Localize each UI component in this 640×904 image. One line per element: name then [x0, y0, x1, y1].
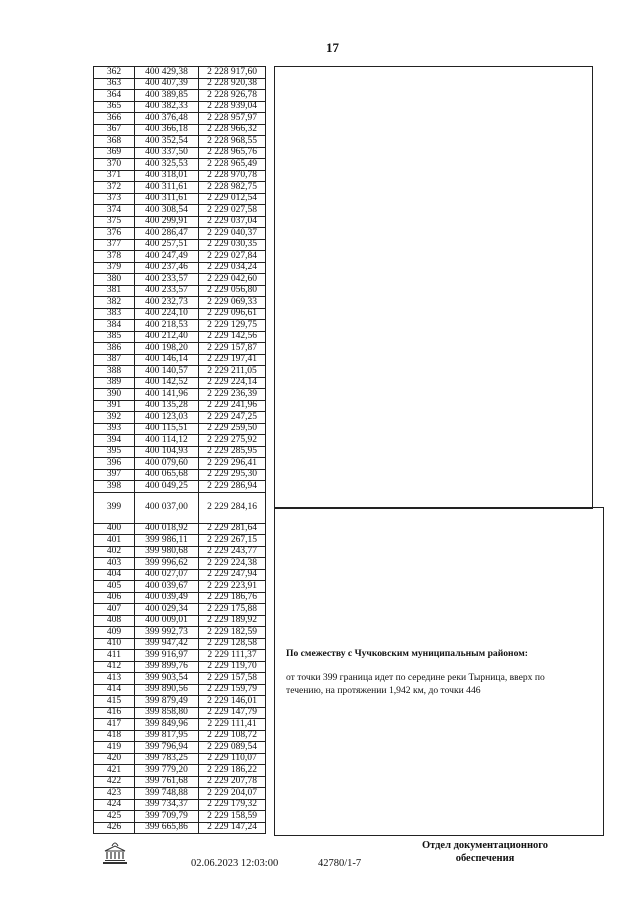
- x-coordinate: 400 065,68: [135, 469, 199, 481]
- x-coordinate: 399 779,20: [135, 765, 199, 777]
- point-number: 393: [94, 423, 135, 435]
- y-coordinate: 2 229 241,96: [199, 400, 266, 412]
- y-coordinate: 2 229 296,41: [199, 458, 266, 470]
- y-coordinate: 2 229 204,07: [199, 788, 266, 800]
- table-row: [94, 730, 266, 742]
- table-row: [94, 753, 266, 765]
- x-coordinate: 399 748,88: [135, 788, 199, 800]
- point-number: 417: [94, 719, 135, 731]
- point-number: 380: [94, 274, 135, 286]
- table-row: [94, 343, 266, 355]
- y-coordinate: 2 229 189,92: [199, 615, 266, 627]
- point-number: 371: [94, 170, 135, 182]
- table-row: [94, 205, 266, 217]
- x-coordinate: 399 734,37: [135, 799, 199, 811]
- point-number: 375: [94, 216, 135, 228]
- y-coordinate: 2 229 157,58: [199, 673, 266, 685]
- x-coordinate: 400 232,73: [135, 297, 199, 309]
- y-coordinate: 2 229 111,41: [199, 719, 266, 731]
- point-number: 388: [94, 366, 135, 378]
- y-coordinate: 2 229 284,16: [199, 492, 266, 523]
- table-row: [94, 423, 266, 435]
- point-number: 368: [94, 136, 135, 148]
- point-number: 391: [94, 400, 135, 412]
- y-coordinate: 2 228 982,75: [199, 182, 266, 194]
- y-coordinate: 2 229 147,79: [199, 707, 266, 719]
- y-coordinate: 2 229 275,92: [199, 435, 266, 447]
- y-coordinate: 2 229 147,24: [199, 822, 266, 834]
- table-row: [94, 615, 266, 627]
- y-coordinate: 2 229 179,32: [199, 799, 266, 811]
- stamp-line-2: обеспечения: [455, 853, 515, 864]
- table-row: [94, 650, 266, 662]
- table-row: [94, 535, 266, 547]
- x-coordinate: 400 311,61: [135, 182, 199, 194]
- x-coordinate: 400 308,54: [135, 205, 199, 217]
- y-coordinate: 2 229 042,60: [199, 274, 266, 286]
- x-coordinate: 400 115,51: [135, 423, 199, 435]
- x-coordinate: 399 916,97: [135, 650, 199, 662]
- stamp-line-1: Отдел документационного: [421, 840, 549, 851]
- department-stamp: [410, 839, 560, 865]
- x-coordinate: 400 311,61: [135, 193, 199, 205]
- table-row: [94, 147, 266, 159]
- x-coordinate: 399 796,94: [135, 742, 199, 754]
- x-coordinate: 400 247,49: [135, 251, 199, 263]
- point-number: 382: [94, 297, 135, 309]
- table-row: [94, 592, 266, 604]
- x-coordinate: 400 407,39: [135, 78, 199, 90]
- table-row: [94, 159, 266, 171]
- x-coordinate: 400 286,47: [135, 228, 199, 240]
- y-coordinate: 2 229 040,37: [199, 228, 266, 240]
- table-row: [94, 216, 266, 228]
- x-coordinate: 400 429,38: [135, 67, 199, 79]
- footer-datetime: 02.06.2023 12:03:00: [191, 858, 279, 869]
- point-number: 403: [94, 558, 135, 570]
- table-row: [94, 546, 266, 558]
- x-coordinate: 400 146,14: [135, 354, 199, 366]
- point-number: 369: [94, 147, 135, 159]
- table-row: [94, 581, 266, 593]
- y-coordinate: 2 229 207,78: [199, 776, 266, 788]
- x-coordinate: 400 079,60: [135, 458, 199, 470]
- x-coordinate: 400 218,53: [135, 320, 199, 332]
- x-coordinate: 400 389,85: [135, 90, 199, 102]
- table-row: [94, 481, 266, 493]
- x-coordinate: 400 376,48: [135, 113, 199, 125]
- table-row: [94, 113, 266, 125]
- y-coordinate: 2 229 281,64: [199, 523, 266, 535]
- y-coordinate: 2 229 247,25: [199, 412, 266, 424]
- point-number: 398: [94, 481, 135, 493]
- table-row: [94, 788, 266, 800]
- description-cell-top: [274, 66, 593, 509]
- y-coordinate: 2 228 965,49: [199, 159, 266, 171]
- point-number: 395: [94, 446, 135, 458]
- y-coordinate: 2 228 939,04: [199, 101, 266, 113]
- point-number: 425: [94, 811, 135, 823]
- point-number: 424: [94, 799, 135, 811]
- point-number: 394: [94, 435, 135, 447]
- y-coordinate: 2 228 966,32: [199, 124, 266, 136]
- x-coordinate: 400 049,25: [135, 481, 199, 493]
- point-number: 383: [94, 308, 135, 320]
- y-coordinate: 2 229 186,22: [199, 765, 266, 777]
- point-number: 420: [94, 753, 135, 765]
- point-number: 415: [94, 696, 135, 708]
- table-row: [94, 274, 266, 286]
- point-number: 411: [94, 650, 135, 662]
- y-coordinate: 2 229 027,58: [199, 205, 266, 217]
- table-row: [94, 239, 266, 251]
- x-coordinate: 399 947,42: [135, 638, 199, 650]
- x-coordinate: 400 212,40: [135, 331, 199, 343]
- point-number: 405: [94, 581, 135, 593]
- y-coordinate: 2 229 146,01: [199, 696, 266, 708]
- x-coordinate: 399 992,73: [135, 627, 199, 639]
- table-row: [94, 320, 266, 332]
- y-coordinate: 2 228 970,78: [199, 170, 266, 182]
- y-coordinate: 2 229 037,04: [199, 216, 266, 228]
- x-coordinate: 399 849,96: [135, 719, 199, 731]
- point-number: 406: [94, 592, 135, 604]
- table-row: [94, 389, 266, 401]
- y-coordinate: 2 229 286,94: [199, 481, 266, 493]
- y-coordinate: 2 229 182,59: [199, 627, 266, 639]
- x-coordinate: 400 352,54: [135, 136, 199, 148]
- table-row: [94, 78, 266, 90]
- point-number: 397: [94, 469, 135, 481]
- y-coordinate: 2 229 110,07: [199, 753, 266, 765]
- y-coordinate: 2 229 111,37: [199, 650, 266, 662]
- y-coordinate: 2 228 957,97: [199, 113, 266, 125]
- point-number: 412: [94, 661, 135, 673]
- y-coordinate: 2 229 027,84: [199, 251, 266, 263]
- x-coordinate: 400 325,53: [135, 159, 199, 171]
- table-row: [94, 435, 266, 447]
- table-row: [94, 193, 266, 205]
- table-row: [94, 251, 266, 263]
- y-coordinate: 2 229 128,58: [199, 638, 266, 650]
- footer-document-id: 42780/1-7: [318, 858, 362, 869]
- point-number: 409: [94, 627, 135, 639]
- point-number: 370: [94, 159, 135, 171]
- y-coordinate: 2 229 186,76: [199, 592, 266, 604]
- table-row: [94, 458, 266, 470]
- point-number: 389: [94, 377, 135, 389]
- point-number: 386: [94, 343, 135, 355]
- y-coordinate: 2 229 224,38: [199, 558, 266, 570]
- x-coordinate: 399 858,80: [135, 707, 199, 719]
- table-row: [94, 297, 266, 309]
- x-coordinate: 400 382,33: [135, 101, 199, 113]
- table-row: [94, 696, 266, 708]
- point-number: 416: [94, 707, 135, 719]
- point-number: 392: [94, 412, 135, 424]
- y-coordinate: 2 229 012,54: [199, 193, 266, 205]
- table-row: [94, 822, 266, 834]
- y-coordinate: 2 229 197,41: [199, 354, 266, 366]
- table-row: [94, 469, 266, 481]
- y-coordinate: 2 229 211,05: [199, 366, 266, 378]
- table-row: [94, 308, 266, 320]
- point-number: 367: [94, 124, 135, 136]
- x-coordinate: 400 198,20: [135, 343, 199, 355]
- table-row: [94, 124, 266, 136]
- y-coordinate: 2 229 089,54: [199, 742, 266, 754]
- table-row: [94, 569, 266, 581]
- y-coordinate: 2 229 243,77: [199, 546, 266, 558]
- x-coordinate: 399 879,49: [135, 696, 199, 708]
- x-coordinate: 400 104,93: [135, 446, 199, 458]
- table-row: [94, 776, 266, 788]
- table-row: [94, 523, 266, 535]
- x-coordinate: 400 233,57: [135, 285, 199, 297]
- table-row: [94, 799, 266, 811]
- y-coordinate: 2 228 920,38: [199, 78, 266, 90]
- table-row: [94, 627, 266, 639]
- y-coordinate: 2 229 267,15: [199, 535, 266, 547]
- point-number: 407: [94, 604, 135, 616]
- x-coordinate: 400 233,57: [135, 274, 199, 286]
- x-coordinate: 399 665,86: [135, 822, 199, 834]
- x-coordinate: 400 027,07: [135, 569, 199, 581]
- y-coordinate: 2 229 030,35: [199, 239, 266, 251]
- point-number: 421: [94, 765, 135, 777]
- y-coordinate: 2 229 096,61: [199, 308, 266, 320]
- y-coordinate: 2 228 926,78: [199, 90, 266, 102]
- point-number: 365: [94, 101, 135, 113]
- y-coordinate: 2 229 069,33: [199, 297, 266, 309]
- table-row: [94, 604, 266, 616]
- point-number: 385: [94, 331, 135, 343]
- point-number: 419: [94, 742, 135, 754]
- y-coordinate: 2 229 056,80: [199, 285, 266, 297]
- x-coordinate: 399 899,76: [135, 661, 199, 673]
- point-number: 413: [94, 673, 135, 685]
- y-coordinate: 2 229 285,95: [199, 446, 266, 458]
- table-row: [94, 101, 266, 113]
- point-number: 390: [94, 389, 135, 401]
- table-row: [94, 182, 266, 194]
- y-coordinate: 2 229 129,75: [199, 320, 266, 332]
- x-coordinate: 400 029,34: [135, 604, 199, 616]
- point-number: 381: [94, 285, 135, 297]
- point-number: 374: [94, 205, 135, 217]
- point-number: 363: [94, 78, 135, 90]
- point-number: 372: [94, 182, 135, 194]
- point-number: 423: [94, 788, 135, 800]
- x-coordinate: 399 986,11: [135, 535, 199, 547]
- x-coordinate: 400 141,96: [135, 389, 199, 401]
- table-row: [94, 412, 266, 424]
- table-row: [94, 684, 266, 696]
- y-coordinate: 2 228 965,76: [199, 147, 266, 159]
- x-coordinate: 399 709,79: [135, 811, 199, 823]
- table-row: [94, 366, 266, 378]
- x-coordinate: 400 224,10: [135, 308, 199, 320]
- table-row: [94, 354, 266, 366]
- table-row: [94, 228, 266, 240]
- y-coordinate: 2 229 175,88: [199, 604, 266, 616]
- table-row: [94, 262, 266, 274]
- point-number: 399: [94, 492, 135, 523]
- point-number: 410: [94, 638, 135, 650]
- point-number: 408: [94, 615, 135, 627]
- x-coordinate: 399 761,68: [135, 776, 199, 788]
- y-coordinate: 2 229 259,50: [199, 423, 266, 435]
- point-number: 373: [94, 193, 135, 205]
- coordinates-table: [93, 66, 266, 834]
- y-coordinate: 2 228 917,60: [199, 67, 266, 79]
- table-row: [94, 638, 266, 650]
- point-number: 378: [94, 251, 135, 263]
- boundary-description: от точки 399 граница идет по середине реки Тырница, вверх по течению, на протяжении 1,942 км, до точки 446: [286, 672, 545, 696]
- point-number: 396: [94, 458, 135, 470]
- point-number: 418: [94, 730, 135, 742]
- y-coordinate: 2 229 157,87: [199, 343, 266, 355]
- x-coordinate: 400 140,57: [135, 366, 199, 378]
- table-row: [94, 719, 266, 731]
- point-number: 422: [94, 776, 135, 788]
- point-number: 387: [94, 354, 135, 366]
- table-row: [94, 90, 266, 102]
- table-row: [94, 492, 266, 523]
- x-coordinate: 400 257,51: [135, 239, 199, 251]
- point-number: 366: [94, 113, 135, 125]
- table-row: [94, 446, 266, 458]
- y-coordinate: 2 229 224,14: [199, 377, 266, 389]
- table-row: [94, 673, 266, 685]
- table-row: [94, 170, 266, 182]
- point-number: 404: [94, 569, 135, 581]
- x-coordinate: 400 039,67: [135, 581, 199, 593]
- section-heading: По смежеству с Чучковским муниципальным районом:: [286, 648, 528, 659]
- x-coordinate: 400 237,46: [135, 262, 199, 274]
- point-number: 362: [94, 67, 135, 79]
- x-coordinate: 400 018,92: [135, 523, 199, 535]
- y-coordinate: 2 229 236,39: [199, 389, 266, 401]
- point-number: 402: [94, 546, 135, 558]
- x-coordinate: 400 009,01: [135, 615, 199, 627]
- point-number: 376: [94, 228, 135, 240]
- point-number: 414: [94, 684, 135, 696]
- table-row: [94, 331, 266, 343]
- duma-logo-icon: [99, 840, 131, 866]
- table-row: [94, 377, 266, 389]
- y-coordinate: 2 229 247,94: [199, 569, 266, 581]
- table-row: [94, 558, 266, 570]
- y-coordinate: 2 228 968,55: [199, 136, 266, 148]
- table-row: [94, 661, 266, 673]
- x-coordinate: 399 783,25: [135, 753, 199, 765]
- x-coordinate: 400 142,52: [135, 377, 199, 389]
- x-coordinate: 399 996,62: [135, 558, 199, 570]
- x-coordinate: 400 037,00: [135, 492, 199, 523]
- x-coordinate: 399 890,56: [135, 684, 199, 696]
- y-coordinate: 2 229 034,24: [199, 262, 266, 274]
- x-coordinate: 400 039,49: [135, 592, 199, 604]
- x-coordinate: 400 299,91: [135, 216, 199, 228]
- y-coordinate: 2 229 108,72: [199, 730, 266, 742]
- point-number: 364: [94, 90, 135, 102]
- page-number: 17: [326, 40, 339, 55]
- x-coordinate: 400 135,28: [135, 400, 199, 412]
- table-row: [94, 765, 266, 777]
- table-row: [94, 67, 266, 79]
- point-number: 379: [94, 262, 135, 274]
- point-number: 426: [94, 822, 135, 834]
- table-row: [94, 742, 266, 754]
- x-coordinate: 399 903,54: [135, 673, 199, 685]
- point-number: 377: [94, 239, 135, 251]
- table-row: [94, 400, 266, 412]
- x-coordinate: 400 123,03: [135, 412, 199, 424]
- table-row: [94, 136, 266, 148]
- point-number: 384: [94, 320, 135, 332]
- y-coordinate: 2 229 142,56: [199, 331, 266, 343]
- y-coordinate: 2 229 295,30: [199, 469, 266, 481]
- y-coordinate: 2 229 159,79: [199, 684, 266, 696]
- x-coordinate: 399 817,95: [135, 730, 199, 742]
- table-row: [94, 285, 266, 297]
- table-row: [94, 811, 266, 823]
- x-coordinate: 400 318,01: [135, 170, 199, 182]
- point-number: 400: [94, 523, 135, 535]
- x-coordinate: 400 337,50: [135, 147, 199, 159]
- table-row: [94, 707, 266, 719]
- y-coordinate: 2 229 158,59: [199, 811, 266, 823]
- x-coordinate: 400 366,18: [135, 124, 199, 136]
- y-coordinate: 2 229 223,91: [199, 581, 266, 593]
- point-number: 401: [94, 535, 135, 547]
- x-coordinate: 400 114,12: [135, 435, 199, 447]
- x-coordinate: 399 980,68: [135, 546, 199, 558]
- y-coordinate: 2 229 119,70: [199, 661, 266, 673]
